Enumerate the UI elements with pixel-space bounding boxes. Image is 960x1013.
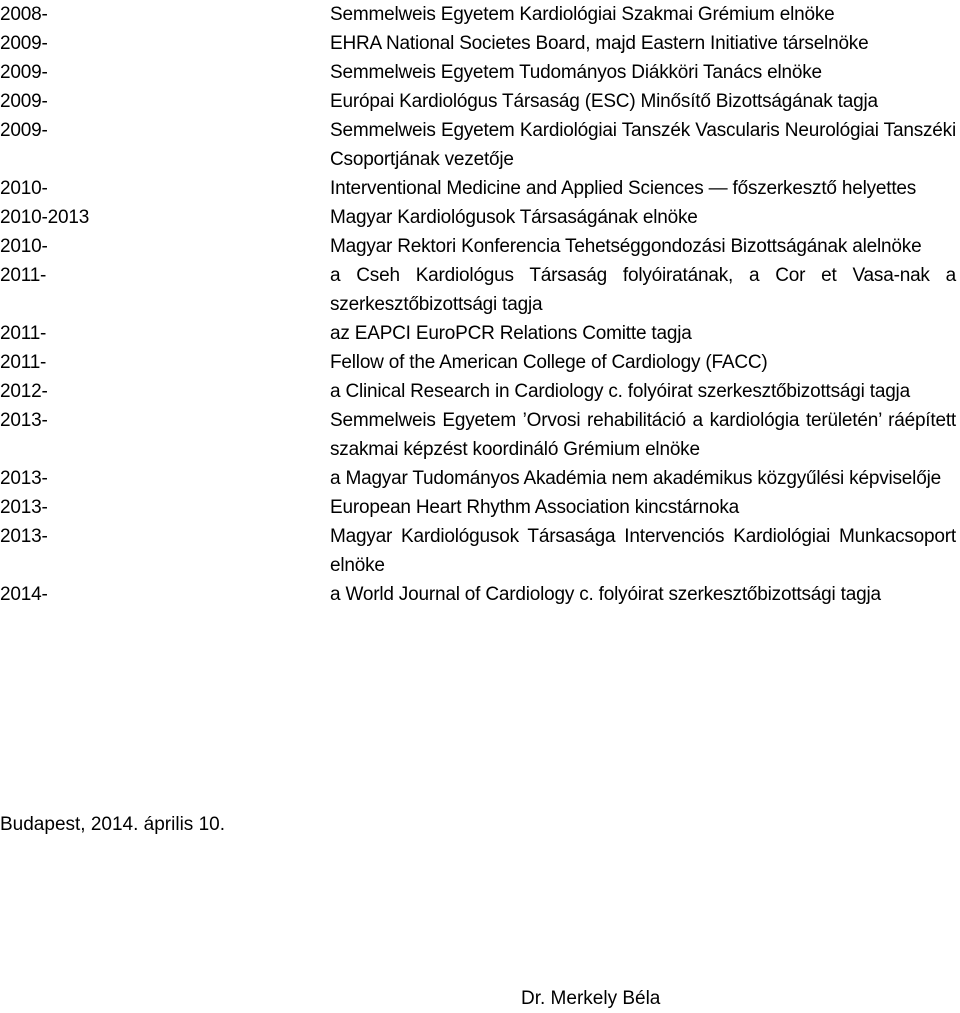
- entry-description: az EAPCI EuroPCR Relations Comitte tagja: [330, 323, 692, 344]
- entry-year: 2009-: [0, 62, 48, 83]
- cv-entry: [0, 0, 960, 29]
- entry-description: Magyar Kardiológusok Társaságának elnöke: [330, 207, 698, 228]
- cv-entry: [0, 348, 960, 377]
- cv-entry: [0, 522, 960, 580]
- cv-entry: [0, 580, 960, 609]
- entry-description: Semmelweis Egyetem Tudományos Diákköri Tanács elnöke: [330, 62, 822, 83]
- place-and-date: Budapest, 2014. április 10.: [0, 814, 225, 835]
- entry-description: Magyar Kardiológusok Társasága Intervenciós Kardiológiai Munkacsoport elnöke: [330, 526, 956, 576]
- entry-year: 2011-: [0, 323, 47, 344]
- cv-entry: [0, 203, 960, 232]
- entry-year: 2009-: [0, 120, 48, 141]
- entry-year: 2012-: [0, 381, 48, 402]
- entry-description: Interventional Medicine and Applied Sciences — főszerkesztő helyettes: [330, 178, 917, 199]
- cv-entry: [0, 406, 960, 464]
- cv-entry: [0, 493, 960, 522]
- entry-description: Semmelweis Egyetem Kardiológiai Tanszék Vascularis Neurológiai Tanszéki Csoportjának vezetője: [330, 120, 956, 170]
- entry-description: EHRA National Societes Board, majd Eastern Initiative társelnöke: [330, 33, 869, 54]
- entry-year: 2013-: [0, 468, 48, 489]
- entry-year: 2014-: [0, 584, 48, 605]
- entry-description: a Cseh Kardiológus Társaság folyóiratának, a Cor et Vasa-nak a szerkesztőbizottsági tagja: [330, 265, 956, 315]
- entry-year: 2013-: [0, 497, 48, 518]
- entry-description: Fellow of the American College of Cardiology (FACC): [330, 352, 768, 373]
- entry-year: 2010-2013: [0, 207, 90, 228]
- cv-entry: [0, 261, 960, 319]
- cv-entry: [0, 319, 960, 348]
- cv-entry: [0, 87, 960, 116]
- entry-description: a Magyar Tudományos Akadémia nem akadémikus közgyűlési képviselője: [330, 468, 941, 489]
- entry-description: a Clinical Research in Cardiology c. folyóirat szerkesztőbizottsági tagja: [330, 381, 910, 402]
- cv-entry: [0, 377, 960, 406]
- entry-year: 2009-: [0, 33, 48, 54]
- cv-entry: [0, 29, 960, 58]
- entry-description: Semmelweis Egyetem ’Orvosi rehabilitáció a kardiológia területén’ ráépített szakmai képzést koordináló Grémium elnöke: [330, 410, 956, 460]
- entry-year: 2008-: [0, 4, 48, 25]
- entry-description: Európai Kardiológus Társaság (ESC) Minősítő Bizottságának tagja: [330, 91, 878, 112]
- entry-year: 2013-: [0, 526, 48, 547]
- entry-year: 2013-: [0, 410, 48, 431]
- entry-year: 2010-: [0, 178, 48, 199]
- entry-description: Magyar Rektori Konferencia Tehetséggondozási Bizottságának alelnöke: [330, 236, 922, 257]
- cv-entry: [0, 232, 960, 261]
- entry-year: 2009-: [0, 91, 48, 112]
- entry-description: European Heart Rhythm Association kincstárnoka: [330, 497, 740, 518]
- entry-year: 2011-: [0, 265, 47, 286]
- cv-entry: [0, 464, 960, 493]
- cv-entry: [0, 116, 960, 174]
- cv-entry: [0, 58, 960, 87]
- entry-description: a World Journal of Cardiology c. folyóirat szerkesztőbizottsági tagja: [330, 584, 881, 605]
- entry-description: Semmelweis Egyetem Kardiológiai Szakmai Grémium elnöke: [330, 4, 835, 25]
- entry-year: 2011-: [0, 352, 47, 373]
- entry-year: 2010-: [0, 236, 48, 257]
- signature-name: Dr. Merkely Béla: [521, 988, 661, 1009]
- cv-entry: [0, 174, 960, 203]
